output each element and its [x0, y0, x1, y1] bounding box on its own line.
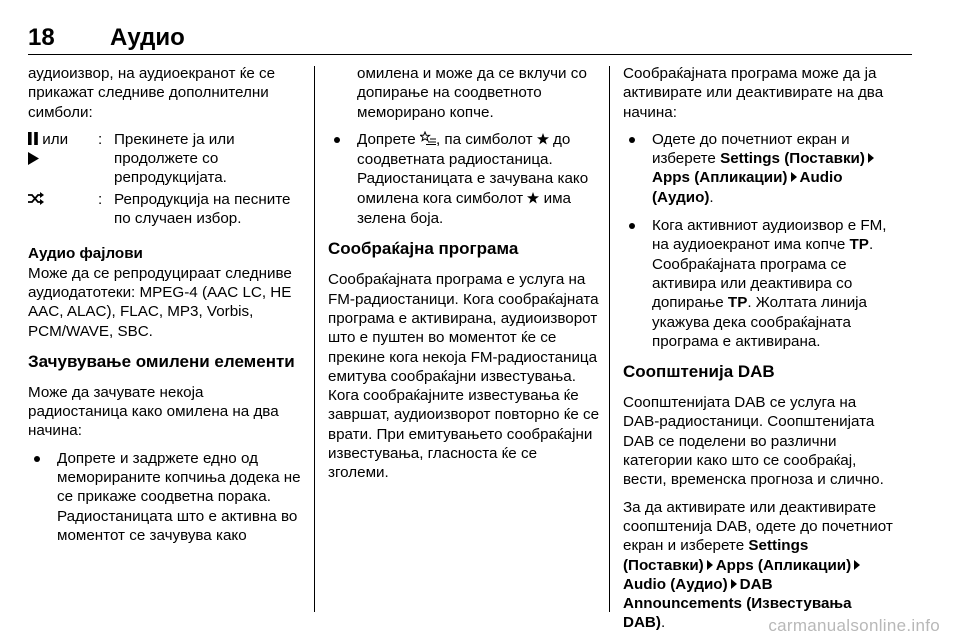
column-1 [28, 64, 302, 554]
shuffle-icon [28, 191, 44, 210]
symbol-row-pause-play: или : Прекинете ја или продолжете со репродукцијата. [28, 130, 302, 188]
traffic-activation-bullets [623, 130, 893, 351]
arrow-right-icon [854, 560, 860, 570]
or-label: или [38, 130, 69, 148]
bullet-dot [34, 456, 40, 462]
arrow-right-icon [868, 153, 874, 163]
column-2 [328, 64, 600, 491]
list-item: Допрете , па симболот до соодветната радиостаница. Радиостаницата е зачувана како омилена кога симболот има зелена боја. [328, 130, 600, 228]
dab-text-2: За да активирате или деактивирате соопштенија DAB, одете до почетниот екран и изберете Settings (Поставки) Apps (Апликации)Audio (Аудио) DAB Announcements (Известувања DAB). [623, 498, 893, 632]
page-header [28, 22, 912, 55]
symbol-list [28, 130, 302, 228]
bullet-continuation: омилена и може да се вклучи со допирање на соодветното меморирано копче. [357, 65, 587, 121]
arrow-right-icon [791, 172, 797, 182]
pause-icon [28, 131, 38, 150]
column-divider [609, 66, 610, 612]
play-icon [28, 151, 39, 170]
arrow-right-icon [731, 579, 737, 589]
traffic-program-text: Сообраќајната програма е услуга на FM-радиостаници. Кога сообраќајната програма е активирана, аудиоизворот што е пуштен во моментот ќе се прекине кога некоја FM-радиостаница емитува сообраќајни известувања. Кога сообраќајните известувања ќе завршат, аудиоизворот повторно ќе се врати. При емитувањето сообраќајни известувања, гласноста ќе се зголеми. [328, 271, 600, 482]
list-item: Кога активниот аудиоизвор е FM, на аудиоекранот има копче TP. Сообраќајната програма се активира или деактивира со допирање TP. Жолтата линија укажува дека сообраќајната програма е активирана. [623, 216, 893, 351]
shuffle-description: Репродукција на песните по случаен избор. [114, 190, 291, 228]
bullet-dot [629, 137, 635, 143]
pause-play-description: Прекинете ја или продолжете со репродукцијата. [114, 130, 235, 187]
favorites-heading: Зачувување омилени елементи [28, 351, 295, 371]
traffic-activation-intro: Сообраќајната програма може да ја активирате или деактивирате на два начина: [623, 65, 884, 121]
arrow-right-icon [707, 560, 713, 570]
dab-announcements-heading: Соопштенија DAB [623, 362, 775, 382]
watermark: carmanualsonline.info [768, 616, 940, 635]
favorites-bullets-2 [328, 130, 600, 228]
intro-text: аудиоизвор, на аудиоекранот ќе се прикажат следниве дополнителни симболи: [28, 65, 276, 121]
star-icon [537, 131, 549, 150]
star-icon [527, 190, 539, 209]
audio-files-heading: Аудио фајлови [28, 245, 143, 263]
list-item: Одете до почетниот екран и изберете Settings (Поставки)Apps (Апликации) Audio (Аудио). [623, 130, 893, 207]
favorites-text: Може да зачувате некоја радиостаница како омилена на два начина: [28, 383, 279, 440]
column-3 [623, 64, 893, 641]
page-number: 18 [28, 24, 55, 51]
favorites-list-icon [420, 131, 436, 150]
symbol-row-shuffle: : Репродукција на песните по случаен избор. [28, 190, 302, 229]
list-item: Допрете и задржете едно од меморираните копчиња додека не се прикаже соодветна порака. Радиостаницата што е активна во моментот се зачувува како [28, 449, 302, 545]
audio-files-text: Може да се репродуцираат следниве аудиодатотеки: MPEG-4 (AAC LC, HE AAC, ALAC), FLAC, MP3, Vorbis, PCM/WAVE, SBC. [28, 264, 292, 340]
traffic-program-heading: Сообраќајна програма [328, 239, 519, 259]
column-divider [314, 66, 315, 612]
favorites-bullets [28, 449, 302, 545]
bullet-dot [629, 223, 635, 229]
bullet-dot [334, 137, 340, 143]
dab-text-1: Соопштенијата DAB се услуга на DAB-радиостаници. Соопштенијата DAB се поделени во различни категории како што се сообраќај, вести, временска прогноза и слично. [623, 394, 884, 489]
section-title: Аудио [110, 24, 185, 51]
